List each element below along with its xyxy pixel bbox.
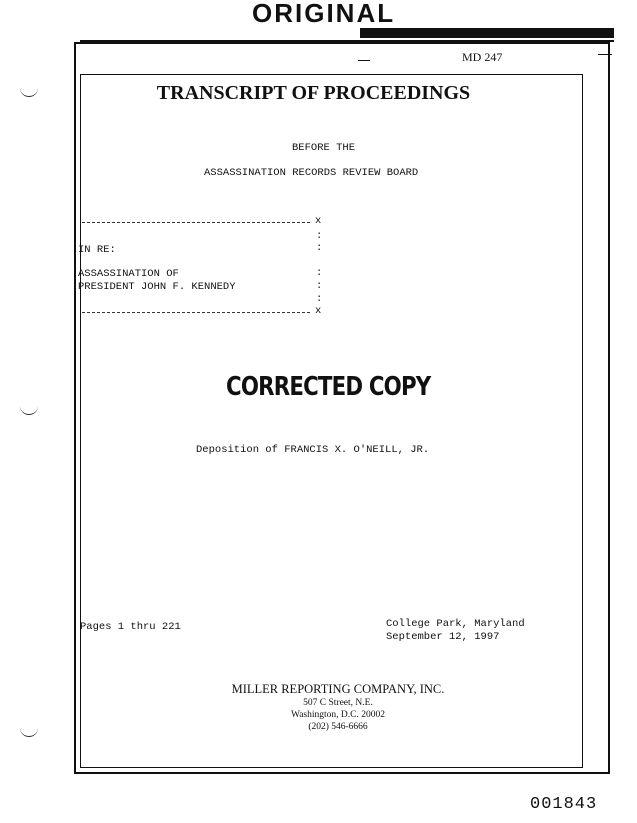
original-stamp: ORIGINAL <box>252 0 396 28</box>
in-re-label: IN RE: <box>78 244 116 256</box>
board-name: ASSASSINATION RECORDS REVIEW BOARD <box>204 167 419 179</box>
page-title <box>0 82 637 105</box>
caption-bottom-rule <box>82 312 310 313</box>
caption-x-bottom: x <box>315 305 322 317</box>
scan-mark <box>358 60 370 61</box>
caption-x-top: x <box>315 215 322 227</box>
reporter-street: 507 C Street, N.E. <box>303 698 373 708</box>
caption-colon: : <box>316 242 323 254</box>
scan-mark <box>598 54 612 55</box>
reporter-city: Washington, D.C. 20002 <box>291 710 385 720</box>
punch-hole-mark <box>20 404 38 415</box>
document-id: MD 247 <box>462 50 503 64</box>
caption-colon: : <box>316 280 323 292</box>
caption-colon: : <box>316 230 323 242</box>
caption-line-1: ASSASSINATION OF <box>78 268 179 280</box>
top-bar <box>360 28 614 38</box>
caption-line-2: PRESIDENT JOHN F. KENNEDY <box>78 281 236 293</box>
caption-top-rule <box>82 222 310 223</box>
location: College Park, Maryland <box>386 618 525 630</box>
reporter-name: MILLER REPORTING COMPANY, INC. <box>231 682 445 696</box>
corrected-copy-stamp: CORRECTED COPY <box>226 372 431 402</box>
pages-range: Pages 1 thru 221 <box>80 621 181 633</box>
date: September 12, 1997 <box>386 631 500 643</box>
document-number: 001843 <box>530 795 598 814</box>
reporter-phone: (202) 546-6666 <box>308 722 368 732</box>
before-label: BEFORE THE <box>292 142 356 154</box>
caption-colon: : <box>316 267 323 279</box>
page-title-text: TRANSCRIPT OF PROCEEDINGS <box>156 82 471 104</box>
caption-colon: : <box>316 293 323 305</box>
deposition-line: Deposition of FRANCIS X. O'NEILL, JR. <box>196 444 430 456</box>
